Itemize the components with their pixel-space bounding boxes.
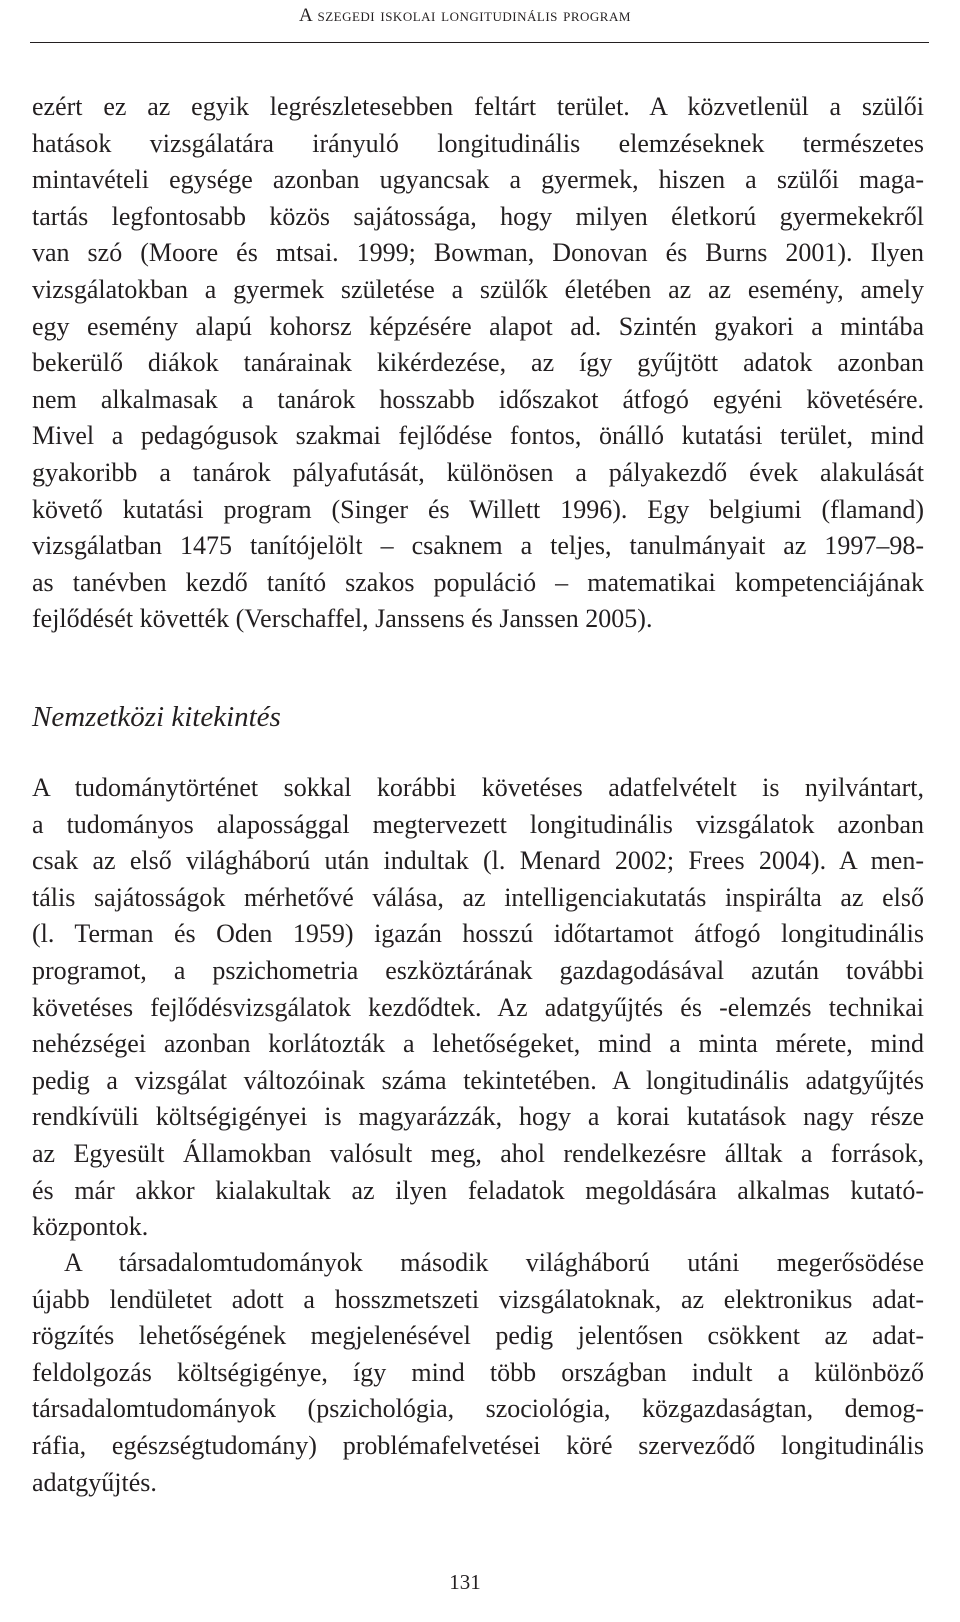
text-line: vizsgálatokban a gyermek születése a szülők életében az az esemény, amely <box>32 274 924 304</box>
text-line: Mivel a pedagógusok szakmai fejlődése fontos, önálló kutatási terület, mind <box>32 421 924 451</box>
text-line: A tudománytörténet sokkal korábbi követéses adatfelvételt is nyilvántart, <box>32 773 924 802</box>
text-line: nem alkalmasak a tanárok hosszabb időszakot átfogó egyéni követésére. <box>32 384 924 414</box>
header-rule <box>30 42 929 43</box>
text-line: (l. Terman és Oden 1959) igazán hosszú időtartamot átfogó longitudinális <box>32 919 924 949</box>
page-number: 131 <box>449 1570 481 1594</box>
text-line: mintavételi egysége azonban ugyancsak a gyermek, hiszen a szülői maga- <box>32 165 924 195</box>
text-line: ezért ez az egyik legrészletesebben feltárt terület. A közvetlenül a szülői <box>32 92 924 121</box>
paragraph-3 <box>32 1245 924 1501</box>
text-line: as tanévben kezdő tanító szakos populáció – matematikai kompetenciájának <box>32 567 924 597</box>
text-line: az Egyesült Államokban valósult meg, ahol rendelkezésre álltak a források, <box>32 1138 924 1168</box>
text-line: A társadalomtudományok második világháború utáni megerősödése <box>64 1248 924 1277</box>
text-line: gyakoribb a tanárok pályafutását, különösen a pályakezdő évek alakulását <box>32 457 924 487</box>
text-line: pedig a vizsgálat változóinak száma tekintetében. A longitudinális adatgyűjtés <box>32 1065 924 1095</box>
text-line: hatások vizsgálatára irányuló longitudinális elemzéseknek természetes <box>32 128 924 158</box>
text-line: egy esemény alapú kohorsz képzésére alapot ad. Szintén gyakori a mintába <box>32 311 924 341</box>
text-line: bekerülő diákok tanárainak kikérdezése, az így gyűjtött adatok azonban <box>32 348 924 378</box>
text-line: követő kutatási program (Singer és Willett 1996). Egy belgiumi (flamand) <box>32 494 924 524</box>
text-line: rendkívüli költségigényei is magyarázzák, hogy a korai kutatások nagy része <box>32 1102 924 1132</box>
text-line: központok. <box>32 1212 149 1242</box>
section-heading: Nemzetközi kitekintés <box>32 701 281 733</box>
text-line: van szó (Moore és mtsai. 1999; Bowman, Donovan és Burns 2001). Ilyen <box>32 238 924 268</box>
text-line: programot, a pszichometria eszköztárának gazdagodásával azután további <box>32 955 924 985</box>
text-line: követéses fejlődésvizsgálatok kezdődtek. Az adatgyűjtés és -elemzés technikai <box>32 992 924 1022</box>
text-line: tális sajátosságok mérhetővé válása, az intelligenciakutatás inspirálta az első <box>32 882 924 912</box>
text-line: adatgyűjtés. <box>32 1467 157 1497</box>
paragraph-1 <box>32 89 924 638</box>
text-line: vizsgálatban 1475 tanítójelölt – csaknem a teljes, tanulmányait az 1997–98- <box>32 531 924 561</box>
paragraph-2 <box>32 770 924 1246</box>
text-line: feldolgozás költségigénye, így mind több országban indult a különböző <box>32 1357 924 1387</box>
running-header: A szegedi iskolai longitudinális program <box>299 5 631 26</box>
text-line: tartás legfontosabb közös sajátossága, hogy milyen életkorú gyermekekről <box>32 201 924 231</box>
text-line: fejlődését követték (Verschaffel, Janssens és Janssen 2005). <box>32 604 653 634</box>
text-line: csak az első világháború után indultak (l. Menard 2002; Frees 2004). A men- <box>32 846 924 876</box>
text-line: társadalomtudományok (pszichológia, szociológia, közgazdaságtan, demog- <box>32 1394 924 1424</box>
text-line: újabb lendületet adott a hosszmetszeti vizsgálatoknak, az elektronikus adat- <box>32 1284 924 1314</box>
text-line: és már akkor kialakultak az ilyen feladatok megoldására alkalmas kutató- <box>32 1175 924 1205</box>
text-line: rögzítés lehetőségének megjelenésével pedig jelentősen csökkent az adat- <box>32 1321 924 1351</box>
text-line: nehézségei azonban korlátozták a lehetőségeket, mind a minta mérete, mind <box>32 1029 924 1059</box>
text-line: a tudományos alapossággal megtervezett longitudinális vizsgálatok azonban <box>32 809 924 839</box>
text-line: ráfia, egészségtudomány) problémafelvetései köré szerveződő longitudinális <box>32 1430 924 1460</box>
